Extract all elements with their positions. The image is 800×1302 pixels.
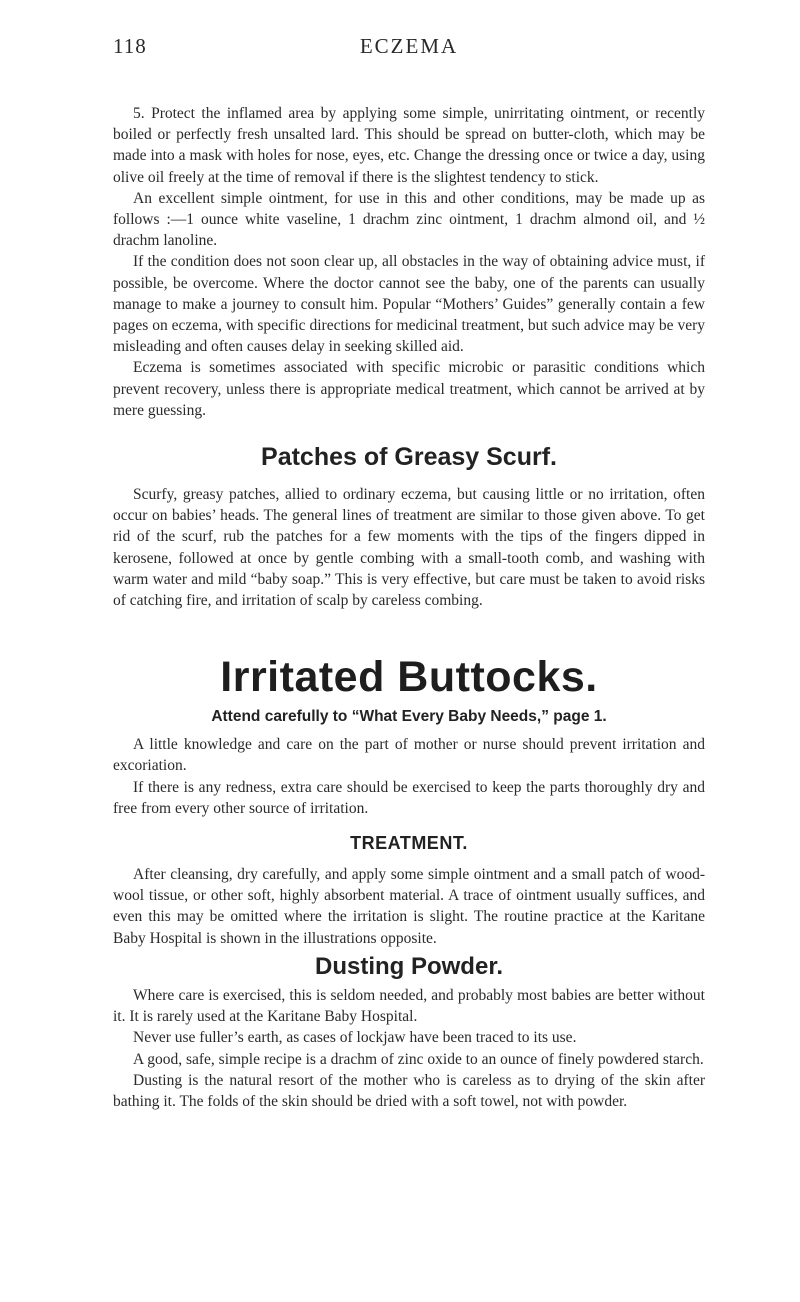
paragraph: Never use fuller’s earth, as cases of lockjaw have been traced to its use. [133,1029,577,1047]
paragraph: Eczema is sometimes associated with specific microbic or parasitic conditions which prevent recovery, unless there is appropriate medical treatment, which cannot be arrived at by mere guessing. [113,359,705,419]
section-heading: Patches of Greasy Scurf. [261,443,557,472]
cross-reference-subheading: Attend carefully to “What Every Baby Needs,” page 1. [211,708,607,726]
paragraph: Where care is exercised, this is seldom needed, and probably most babies are better without it. It is rarely used at the Karitane Baby Hospital. [113,986,705,1026]
paragraph: A good, safe, simple recipe is a drachm of zinc oxide to an ounce of finely powdered starch. [133,1050,704,1068]
paragraph: After cleansing, dry carefully, and apply some simple ointment and a small patch of wood-wool tissue, or other soft, highly absorbent material. A trace of ointment usually suffices, and even this may be omitted where the irritation is slight. The routine practice at the Karitane Baby Hospital is shown in the illustrations opposite. [113,866,705,947]
running-title: ECZEMA [359,34,459,58]
section-heading: TREATMENT. [350,833,468,854]
paragraph: A little knowledge and care on the part of mother or nurse should prevent irritation and excoriation. [113,736,705,775]
section-heading: Irritated Buttocks. [220,653,598,702]
paragraph: Scurfy, greasy patches, allied to ordinary eczema, but causing little or no irritation, often occur on babies’ heads. The general lines of treatment are similar to those given above. To get rid of the scurf, rub the patches for a few moments with the tips of the fingers dipped in kerosene, followed at once by gentle combing with a small-tooth comb, and washing with warm water and mild “baby soap.” This is very effective, but care must be taken to avoid risks of catching fire, and irritation of scalp by careless combing. [113,486,705,610]
section-heading: Dusting Powder. [314,952,503,980]
page-number: 118 [113,34,147,58]
paragraph: If the condition does not soon clear up, all obstacles in the way of obtaining advice must, if possible, be overcome. Where the doctor cannot see the baby, one of the parents can usually manage to make a journey to consult him. Popular “Mothers’ Guides” generally contain a few pages on eczema, with specific directions for medicinal treatment, but such advice may be very misleading and often causes delay in seeking skilled aid. [113,253,705,356]
paragraph: 5. Protect the inflamed area by applying some simple, unirritating ointment, or recently boiled or perfectly fresh unsalted lard. This should be spread on butter-cloth, which may be made into a mask with holes for nose, eyes, etc. Change the dressing once or twice a day, using olive oil freely at the time of removal if there is the slightest tendency to stick. [113,105,705,186]
paragraph: If there is any redness, extra care should be exercised to keep the parts thoroughly dry and free from every other source of irritation. [113,778,705,817]
paragraph: An excellent simple ointment, for use in this and other conditions, may be made up as follows :—1 ounce white vaseline, 1 drachm zinc ointment, 1 drachm almond oil, and ½ drachm lanoline. [113,189,705,250]
irritated-buttocks-section [113,653,705,819]
dusting-powder-section [113,953,705,1112]
paragraph: Dusting is the natural resort of the mother who is careless as to drying of the skin after bathing it. The folds of the skin should be dried with a soft towel, not with powder. [113,1071,705,1110]
eczema-section [113,103,705,421]
running-head [113,34,705,64]
greasy-scurf-section [113,443,705,611]
page-body [113,103,705,1112]
treatment-section [113,833,705,949]
